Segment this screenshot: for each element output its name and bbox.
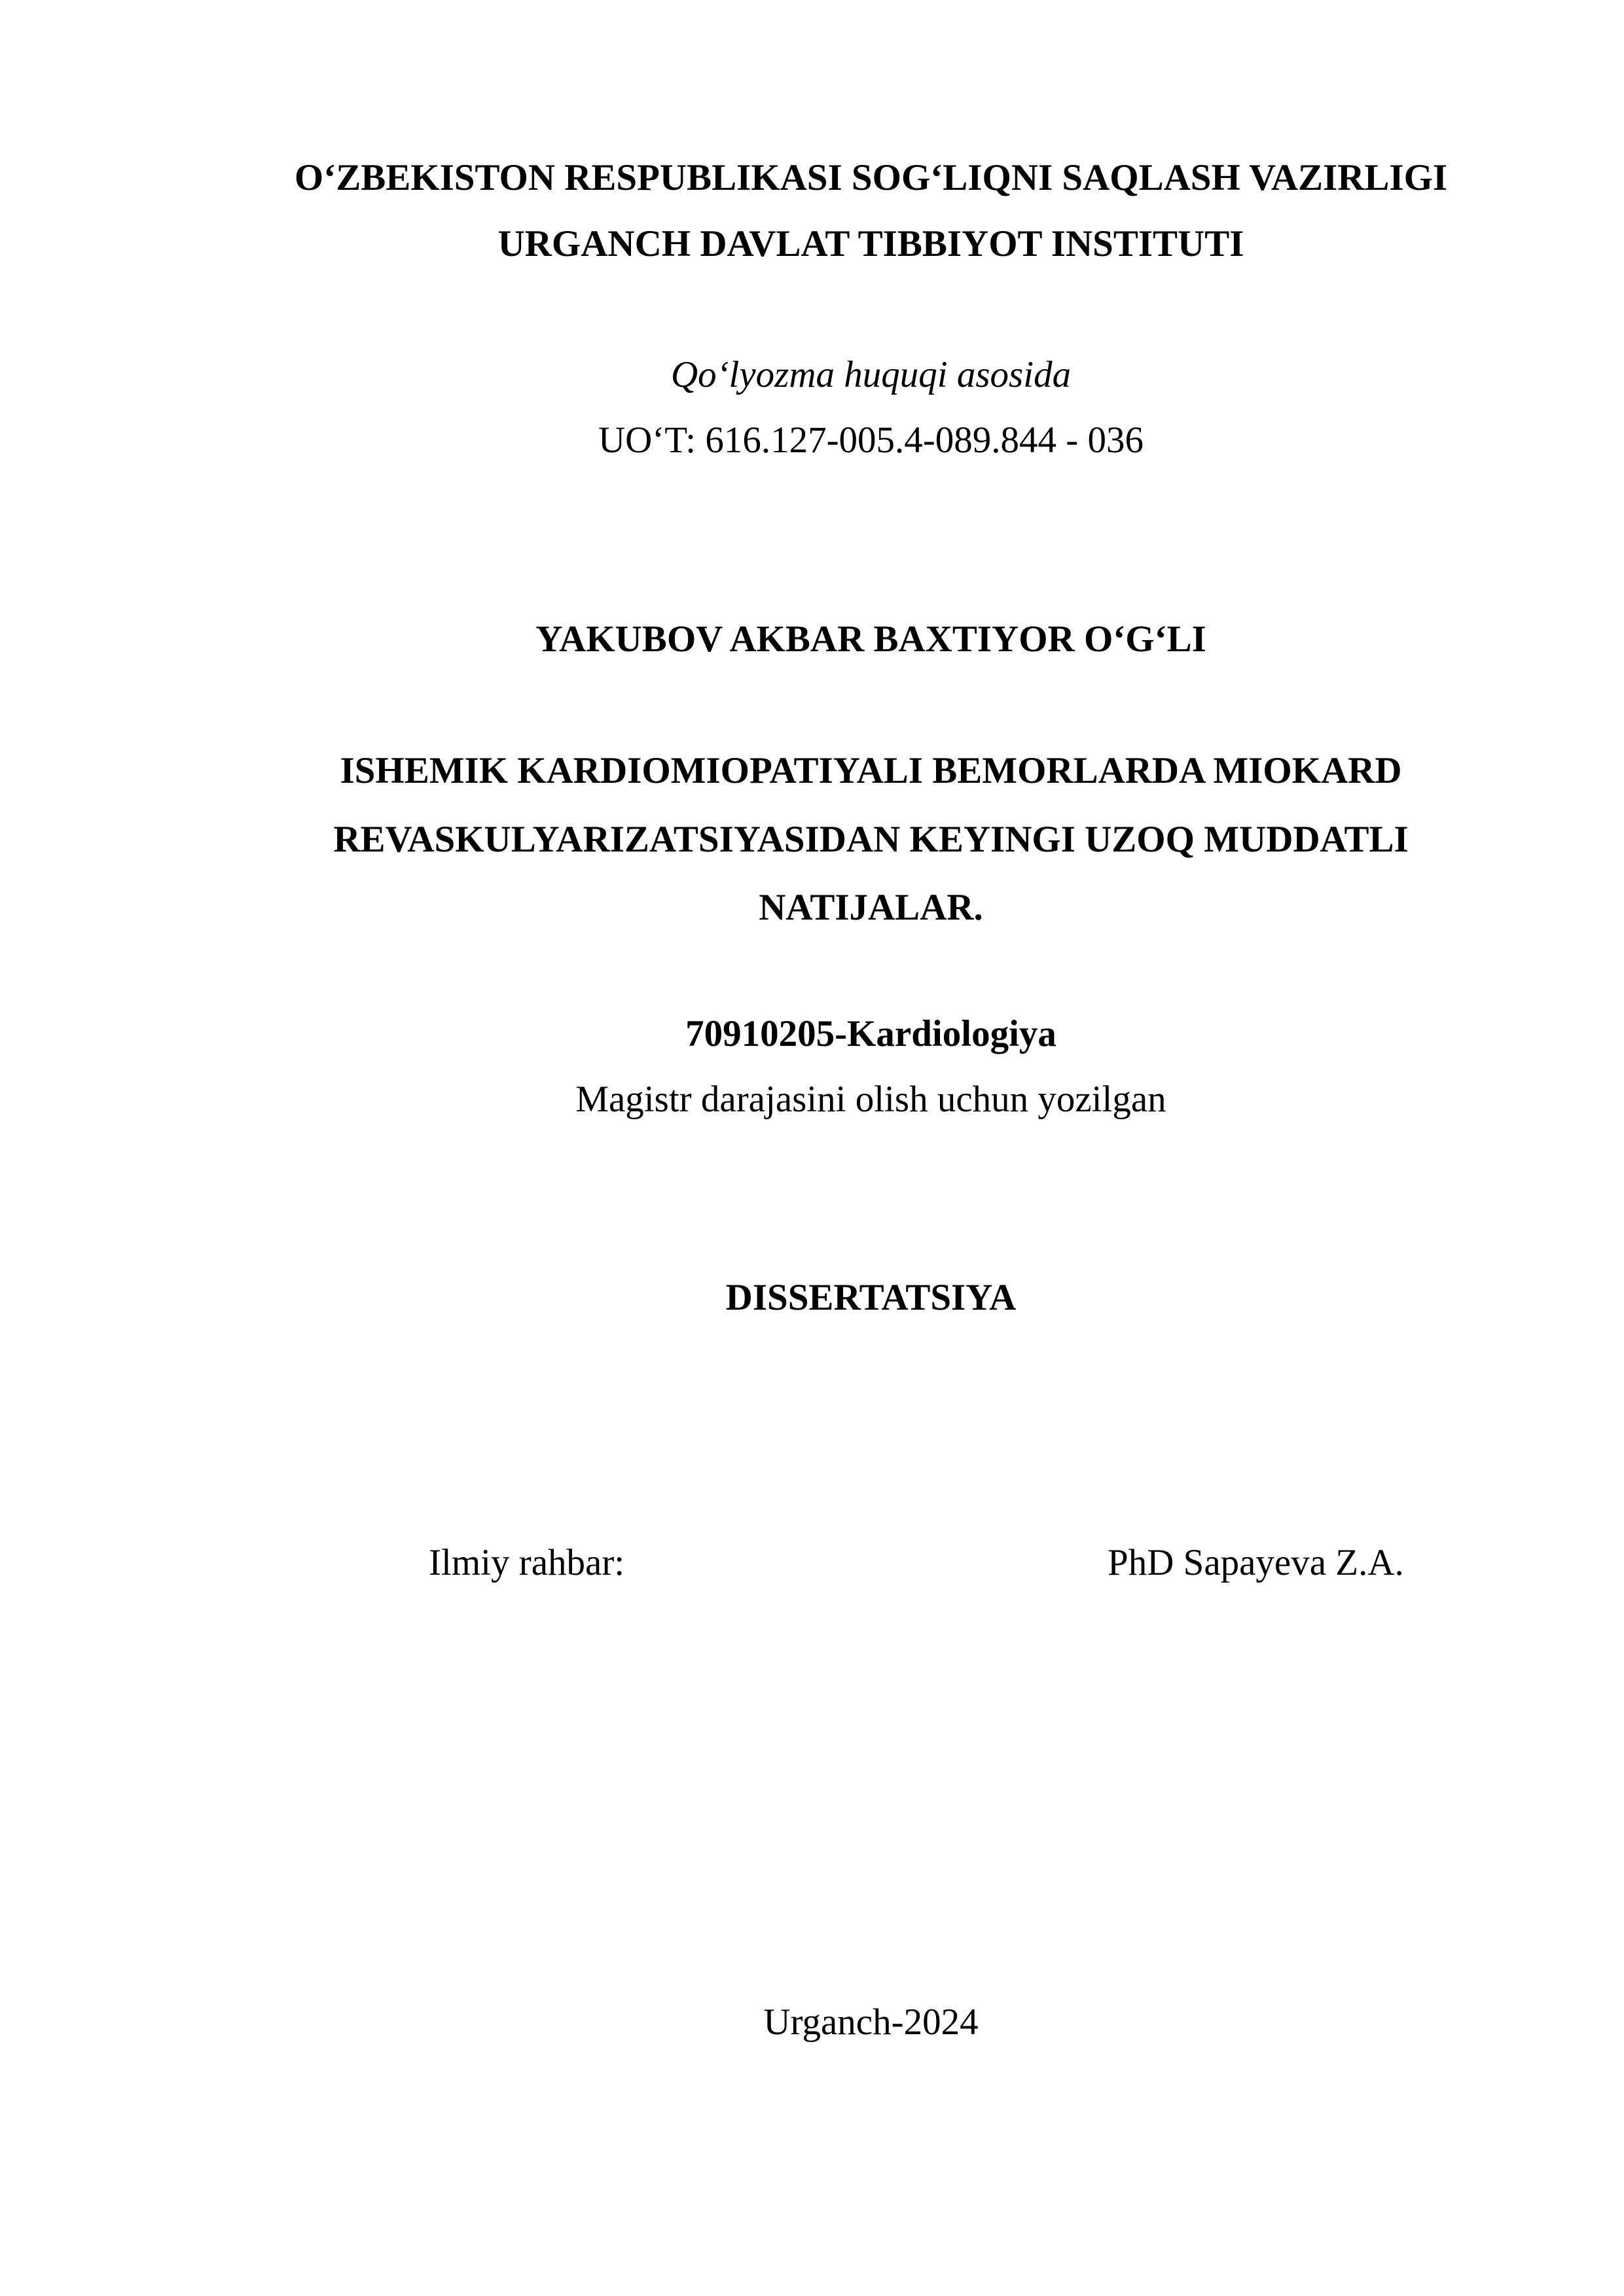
thesis-title-line-1: ISHEMIK KARDIOMIOPATIYALI BEMORLARDA MIOKARD — [340, 750, 1402, 791]
ministry-name: O‘ZBEKISTON RESPUBLIKASI SOG‘LIQNI SAQLASH VAZIRLIGI — [294, 157, 1448, 198]
specialty-code: 70910205-Kardiologiya — [685, 1013, 1056, 1054]
author-name: YAKUBOV AKBAR BAXTIYOR O‘G‘LI — [535, 619, 1206, 660]
supervisor-row — [0, 1540, 1624, 1586]
institute-name: URGANCH DAVLAT TIBBIYOT INSTITUTI — [497, 223, 1244, 264]
udc-code: UO‘T: 616.127-005.4-089.844 - 036 — [598, 420, 1144, 461]
supervisor-name: PhD Sapayeva Z.A. — [1108, 1542, 1404, 1583]
degree-note: Magistr darajasini olish uchun yozilgan — [575, 1079, 1166, 1120]
thesis-title-line-3: NATIJALAR. — [759, 887, 983, 928]
document-type: DISSERTATSIYA — [725, 1277, 1017, 1318]
city-year: Urganch-2024 — [763, 2001, 979, 2043]
manuscript-note: Qoʻlyozma huquqi asosida — [670, 354, 1072, 395]
thesis-title-line-2: REVASKULYARIZATSIYASIDAN KEYINGI UZOQ MUDDATLI — [333, 819, 1409, 860]
supervisor-label: Ilmiy rahbar: — [429, 1542, 625, 1583]
